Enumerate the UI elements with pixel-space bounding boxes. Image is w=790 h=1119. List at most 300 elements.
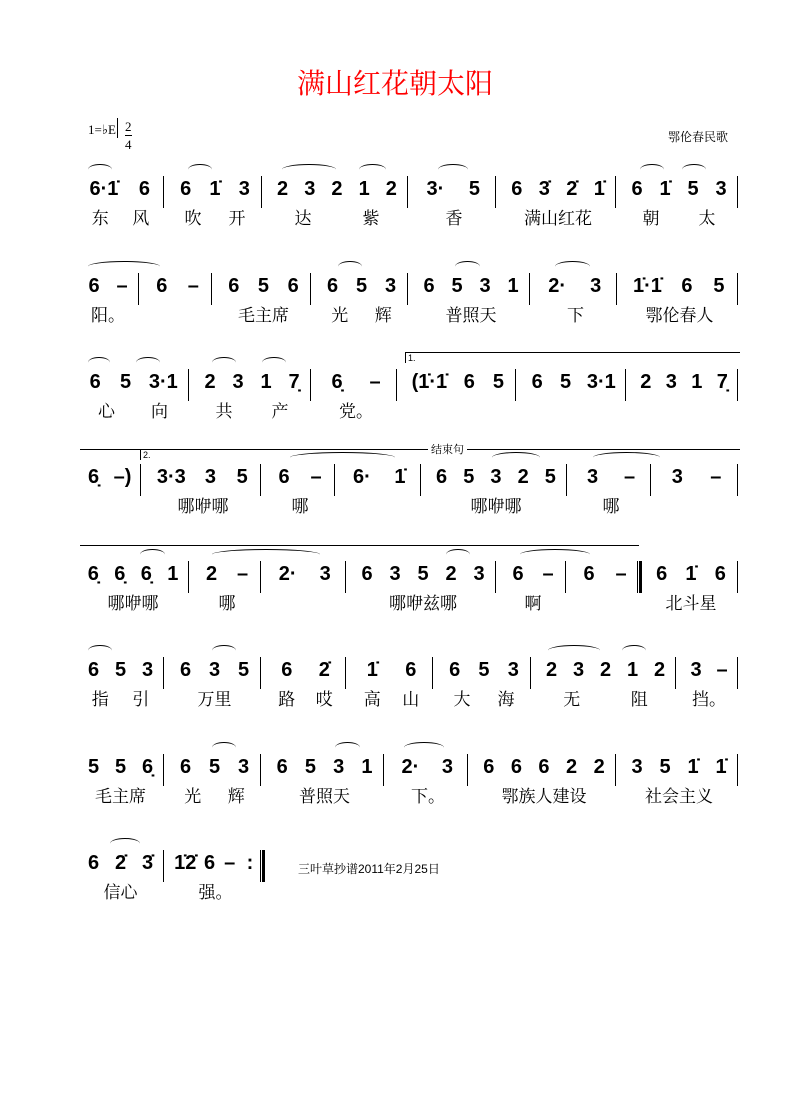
measure xyxy=(268,563,343,586)
lyrics xyxy=(171,782,258,807)
barline xyxy=(310,369,311,401)
barline xyxy=(163,657,164,689)
note: 2 xyxy=(593,756,605,778)
measure xyxy=(537,275,614,298)
note: 2̇ xyxy=(566,178,578,200)
lyrics xyxy=(538,685,673,710)
note: 3 xyxy=(232,371,244,393)
measure xyxy=(428,466,564,489)
note: 6 xyxy=(228,275,240,297)
measure xyxy=(268,659,343,682)
note: 1̇ xyxy=(685,563,697,585)
meter-bottom: 4 xyxy=(125,137,132,152)
lyric-word: 高 xyxy=(363,690,381,710)
note: 1 xyxy=(358,178,370,200)
slur xyxy=(212,645,236,656)
lyrics xyxy=(415,204,493,229)
lyric-word: 阳。 xyxy=(91,306,125,326)
note: 6 xyxy=(449,659,461,681)
lyrics xyxy=(683,685,735,710)
note: 1 xyxy=(167,563,179,585)
lyrics xyxy=(268,685,343,710)
note: 1̇ xyxy=(366,659,378,681)
note: 6 xyxy=(423,275,435,297)
slur xyxy=(404,742,444,753)
note: 3 xyxy=(237,756,250,778)
note: 6 xyxy=(180,178,192,200)
note: 7̣ xyxy=(716,371,728,393)
note: 3· xyxy=(426,178,445,200)
note: 3 xyxy=(490,466,502,488)
note: 5 xyxy=(451,275,463,297)
lyric-word: 哪 xyxy=(602,497,620,517)
note: 6·1̇ xyxy=(89,178,119,200)
lyric-word: 产 xyxy=(271,402,289,422)
note: 3 xyxy=(586,466,599,488)
lyric-word: 鄂伦春人 xyxy=(645,306,714,326)
note: 6̣ xyxy=(87,563,99,585)
note: –) xyxy=(113,466,132,488)
note: 3 xyxy=(441,756,453,778)
lyric-word: 辉 xyxy=(227,787,245,807)
measure xyxy=(633,371,735,394)
note: – xyxy=(310,466,322,488)
note: 2 xyxy=(205,563,218,585)
note: 6 xyxy=(278,466,290,488)
measure xyxy=(574,466,648,489)
note: 6 xyxy=(714,563,726,585)
measure xyxy=(523,371,623,394)
lyric-word: 普照天 xyxy=(299,787,350,807)
lyric-word: 哪 xyxy=(218,594,236,614)
slur xyxy=(290,452,395,463)
barline xyxy=(737,176,738,208)
measure xyxy=(538,659,673,682)
note: 6̣ xyxy=(114,563,126,585)
lyrics xyxy=(80,685,161,710)
measure xyxy=(404,371,513,394)
lyric-word: 哪咿哪 xyxy=(177,497,229,517)
note: 3 xyxy=(590,275,602,297)
double-barline xyxy=(637,561,642,593)
lyric-word: 路 xyxy=(278,690,296,710)
meter-top: 2 xyxy=(125,119,132,134)
note: 1̇·1̇ xyxy=(633,275,662,297)
slur xyxy=(212,742,236,753)
note: 6 xyxy=(656,563,668,585)
barline xyxy=(260,561,261,593)
note: 6 xyxy=(463,371,475,393)
lyric-word: 吹 xyxy=(184,209,202,229)
measure xyxy=(658,466,735,489)
note: 6 xyxy=(512,563,524,585)
note: 3 xyxy=(141,659,154,681)
note: 2 xyxy=(599,659,612,681)
note: 6 xyxy=(436,466,448,488)
key-marker xyxy=(117,118,118,138)
note: 5 xyxy=(468,178,480,200)
measure xyxy=(171,756,258,779)
barline xyxy=(407,273,408,305)
lyric-word: 指 xyxy=(91,690,109,710)
barline xyxy=(163,754,164,786)
slur xyxy=(88,261,160,272)
note: 3 xyxy=(208,659,221,681)
barline xyxy=(345,561,346,593)
barline xyxy=(334,464,335,496)
lyric-word: 满山红花 xyxy=(524,209,592,229)
lyrics xyxy=(428,492,564,517)
slur xyxy=(555,261,590,272)
lyric-word: 毛主席 xyxy=(95,787,146,807)
note: 6 xyxy=(87,852,100,874)
slur xyxy=(212,357,236,368)
lyric-word: 鄂族人建设 xyxy=(501,787,587,807)
note: 1 xyxy=(507,275,519,297)
note: 3 xyxy=(473,563,485,585)
barline xyxy=(261,176,262,208)
note: 3 xyxy=(507,659,519,681)
lyric-word: 海 xyxy=(497,690,515,710)
measure xyxy=(503,563,563,586)
barline xyxy=(188,369,189,401)
measure xyxy=(353,659,430,682)
measure xyxy=(146,275,209,298)
slur xyxy=(140,549,165,560)
slur xyxy=(282,164,336,175)
slur xyxy=(359,164,386,175)
lyrics xyxy=(171,878,260,903)
lyric-word: 无 xyxy=(563,690,581,710)
lyric-word: 东 xyxy=(91,209,109,229)
slur xyxy=(438,164,468,175)
measure xyxy=(171,852,260,875)
lyrics xyxy=(353,589,493,614)
double-barline xyxy=(260,850,265,882)
note: 3 xyxy=(665,371,677,393)
measure xyxy=(268,756,381,779)
note: 5 xyxy=(687,178,699,200)
note: 3 xyxy=(671,466,683,488)
lyrics xyxy=(318,397,394,422)
note: 2 xyxy=(517,466,529,488)
lyrics xyxy=(624,301,735,326)
lyric-word: 哎 xyxy=(315,690,333,710)
note: 6 xyxy=(89,371,101,393)
note: 5 xyxy=(713,275,725,297)
measure xyxy=(440,659,528,682)
lyrics xyxy=(574,492,648,517)
note: 5 xyxy=(87,756,100,778)
barline xyxy=(616,273,617,305)
note: 2 xyxy=(566,756,578,778)
lyric-word: 共 xyxy=(215,402,233,422)
note: – xyxy=(224,852,236,874)
note: – xyxy=(623,466,636,488)
measure xyxy=(318,275,405,298)
note: 2· xyxy=(401,756,420,778)
note: 6 xyxy=(511,178,523,200)
lyric-word: 下 xyxy=(567,306,584,326)
note: 2· xyxy=(548,275,567,297)
measure xyxy=(683,659,735,682)
measure xyxy=(318,371,394,394)
measure xyxy=(80,371,186,394)
note: 5 xyxy=(659,756,671,778)
measure xyxy=(475,756,613,779)
barline xyxy=(163,850,164,882)
barline xyxy=(675,657,676,689)
note: : xyxy=(246,852,254,874)
slur xyxy=(520,549,590,560)
slur xyxy=(338,261,362,272)
barline xyxy=(260,464,261,496)
note: 1 xyxy=(626,659,639,681)
barline xyxy=(140,464,141,496)
note: 6 xyxy=(510,756,522,778)
measure xyxy=(219,275,308,298)
lyrics xyxy=(623,782,735,807)
note: – xyxy=(369,371,381,393)
note: 6 xyxy=(179,659,192,681)
slur xyxy=(455,261,480,272)
measure xyxy=(573,563,637,586)
transcriber-credit: 三叶草抄谱2011年2月25日 xyxy=(298,862,440,876)
lyric-word: 社会主义 xyxy=(645,787,713,807)
note: 6 xyxy=(138,178,151,200)
lyric-word: 辉 xyxy=(374,306,392,326)
barline xyxy=(345,657,346,689)
note: 5 xyxy=(237,659,250,681)
slur xyxy=(88,357,110,368)
slur xyxy=(492,452,540,463)
lyric-word: 光 xyxy=(331,306,349,326)
note: 6 xyxy=(405,659,417,681)
note: 6 xyxy=(203,852,216,874)
note: 3 xyxy=(389,563,401,585)
measure xyxy=(415,178,493,201)
measure xyxy=(268,466,332,489)
measure xyxy=(80,852,161,875)
measure xyxy=(80,466,138,489)
note: 5 xyxy=(492,371,504,393)
note: 1̇ xyxy=(715,756,727,778)
note: 6 xyxy=(681,275,693,297)
lyric-word: 朝 xyxy=(642,209,660,229)
slur xyxy=(212,549,320,560)
note: 3·3 xyxy=(156,466,186,488)
barline xyxy=(565,561,566,593)
barline xyxy=(615,754,616,786)
note: 2· xyxy=(278,563,297,585)
lyrics xyxy=(80,301,136,326)
note: 7̣ xyxy=(288,371,300,393)
lyrics xyxy=(171,204,259,229)
lyric-word: 哪 xyxy=(291,497,309,517)
slur xyxy=(262,357,286,368)
note: 2 xyxy=(277,178,289,200)
note: 5 xyxy=(417,563,429,585)
measure xyxy=(647,563,735,586)
lyrics xyxy=(503,589,563,614)
lyrics xyxy=(80,397,186,422)
lyric-word: 挡。 xyxy=(692,690,726,710)
note: 3 xyxy=(304,178,316,200)
lyrics xyxy=(171,685,258,710)
measure xyxy=(269,178,405,201)
lyric-word: 太 xyxy=(698,209,716,229)
lyrics xyxy=(80,204,161,229)
note: 6 xyxy=(538,756,550,778)
lyric-word: 强。 xyxy=(198,883,233,903)
measure xyxy=(623,178,735,201)
lyrics xyxy=(537,301,614,326)
measure xyxy=(623,756,735,779)
note: 3 xyxy=(631,756,643,778)
lyric-word: 开 xyxy=(228,209,246,229)
lyrics xyxy=(440,685,528,710)
note: 3 xyxy=(333,756,345,778)
lyric-word: 北斗星 xyxy=(665,594,717,614)
barline xyxy=(737,369,738,401)
measure xyxy=(353,563,493,586)
lyric-word: 大 xyxy=(453,690,471,710)
lyrics xyxy=(415,301,527,326)
barline xyxy=(737,273,738,305)
volta-2: 2. xyxy=(140,449,740,460)
note: 6̣ xyxy=(140,563,152,585)
note: 6· xyxy=(353,466,371,488)
note: 3 xyxy=(690,659,702,681)
barline xyxy=(260,754,261,786)
lyric-word: 普照天 xyxy=(445,306,497,326)
note: 2 xyxy=(204,371,216,393)
note: 6 xyxy=(179,756,192,778)
barline xyxy=(737,464,738,496)
slur xyxy=(640,164,664,175)
lyric-word: 党。 xyxy=(339,402,373,422)
lyric-word: 哪咿哪 xyxy=(470,497,522,517)
note: 5 xyxy=(559,371,572,393)
slur xyxy=(136,357,160,368)
measure xyxy=(503,178,613,201)
note: 1̇2̇ xyxy=(174,852,197,874)
note: 5 xyxy=(236,466,248,488)
slur xyxy=(622,645,646,656)
note: 5 xyxy=(208,756,221,778)
note: 2 xyxy=(385,178,397,200)
note: 6 xyxy=(156,275,168,297)
note: 3 xyxy=(319,563,331,585)
note: 6 xyxy=(583,563,595,585)
barline xyxy=(260,657,261,689)
barline xyxy=(396,369,397,401)
note: 3 xyxy=(715,178,727,200)
lyrics xyxy=(647,589,735,614)
measure xyxy=(171,178,259,201)
note: 6 xyxy=(87,659,100,681)
measure xyxy=(80,563,186,586)
note: 2̇ xyxy=(114,852,127,874)
slur xyxy=(593,452,660,463)
note: 6̣ xyxy=(141,756,154,778)
time-signature xyxy=(125,118,132,153)
barline xyxy=(530,657,531,689)
note: 6 xyxy=(281,659,293,681)
barline xyxy=(163,176,164,208)
lyric-word: 达 xyxy=(294,209,312,229)
note: 2 xyxy=(640,371,652,393)
slur xyxy=(335,742,360,753)
note: 1̇ xyxy=(394,466,406,488)
lyric-word: 紫 xyxy=(362,209,380,229)
lyric-word: 哪咿兹哪 xyxy=(389,594,457,614)
note: 6 xyxy=(531,371,543,393)
barline xyxy=(495,561,496,593)
note: 3 xyxy=(572,659,585,681)
barline xyxy=(188,561,189,593)
note: – xyxy=(236,563,249,585)
note: 1 xyxy=(260,371,272,393)
note: 6 xyxy=(276,756,288,778)
barline xyxy=(625,369,626,401)
lyric-word: 光 xyxy=(184,787,202,807)
barline xyxy=(515,369,516,401)
measure xyxy=(196,563,258,586)
barline xyxy=(529,273,530,305)
note: 3 xyxy=(384,275,397,297)
note: 2 xyxy=(445,563,457,585)
note: 5 xyxy=(119,371,132,393)
note: 3 xyxy=(204,466,216,488)
note: 6 xyxy=(361,563,373,585)
slur xyxy=(88,645,112,656)
barline xyxy=(407,176,408,208)
measure xyxy=(342,466,418,489)
lyrics xyxy=(148,492,258,517)
lyric-word: 阻 xyxy=(630,690,648,710)
note: 1̇ xyxy=(593,178,605,200)
note: 6 xyxy=(483,756,495,778)
measure xyxy=(80,275,136,298)
note: 3·1 xyxy=(586,371,616,393)
lyrics xyxy=(219,301,308,326)
slur xyxy=(88,164,112,175)
note: 1̇ xyxy=(209,178,221,200)
lyric-word: 引 xyxy=(132,690,150,710)
lyrics xyxy=(391,782,465,807)
lyrics xyxy=(269,204,405,229)
note: 5 xyxy=(304,756,316,778)
barline xyxy=(432,657,433,689)
note: 5 xyxy=(463,466,475,488)
volta-1: 1. xyxy=(405,352,740,363)
note: – xyxy=(187,275,199,297)
note: 3 xyxy=(479,275,491,297)
slur xyxy=(446,549,470,560)
barline xyxy=(737,754,738,786)
measure xyxy=(196,371,308,394)
lyric-word: 向 xyxy=(151,402,168,422)
barline xyxy=(495,176,496,208)
lyric-word: 山 xyxy=(402,690,420,710)
note: 6̣ xyxy=(331,371,343,393)
note: 6 xyxy=(326,275,339,297)
lyric-word: 毛主席 xyxy=(238,306,289,326)
barline xyxy=(420,464,421,496)
note: 6 xyxy=(631,178,643,200)
note: 1 xyxy=(691,371,703,393)
